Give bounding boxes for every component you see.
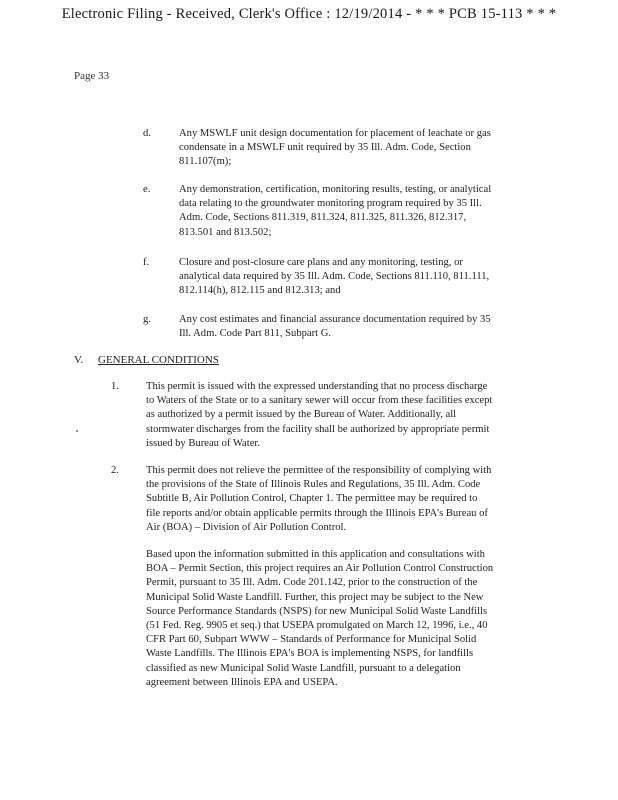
text-line: Ill. Adm. Code Part 811, Subpart G. [179, 328, 332, 340]
text-line: Adm. Code, Sections 811.319, 811.324, 811.325, 811.326, 812.317, [179, 212, 467, 224]
section-title [98, 353, 219, 367]
scan-speck [76, 430, 78, 432]
text-line: Closure and post-closure care plans and any monitoring, testing, or [179, 257, 463, 268]
text-line: agreement between Illinois EPA and USEPA. [146, 676, 338, 688]
item-e-label: e. [143, 184, 151, 195]
text-line: Subtitle B, Air Pollution Control, Chapter 1. The permittee may be required to [146, 493, 478, 505]
item-d-text [179, 127, 559, 170]
text-line: (51 Fed. Reg. 9905 et seq.) that USEPA promulgated on March 12, 1996, i.e., 40 [146, 620, 488, 632]
text-line: Based upon the information submitted in this application and consultations with [146, 549, 485, 560]
text-line: analytical data required by 35 Ill. Adm. Code, Sections 811.110, 811.111, [179, 271, 490, 283]
item-f-label: f. [143, 257, 150, 268]
text-line: Waste Landfills. The Illinois EPA's BOA is implementing NSPS, for landfills [146, 648, 474, 660]
text-line: Any MSWLF unit design documentation for placement of leachate or gas [179, 128, 491, 139]
text-line: Municipal Solid Waste Landfill. Further, this project may be subject to the New [146, 591, 484, 603]
item-e-text [179, 183, 559, 240]
item-g-label: g. [143, 314, 151, 325]
item-g-text [179, 313, 559, 341]
text-line: Any cost estimates and financial assurance documentation required by 35 [179, 314, 491, 325]
text-line: stormwater discharges from the facility shall be authorized by appropriate permit [146, 423, 490, 435]
text-line: the provisions of the State of Illinois Rules and Regulations, 35 Ill. Adm. Code [146, 479, 481, 491]
text-line: file reports and/or obtain applicable permits through the Illinois EPA's Bureau of [146, 507, 488, 519]
item-f-text [179, 256, 559, 299]
text-line: 811.107(m); [179, 156, 232, 168]
text-line: This permit does not relieve the permittee of the responsibility of complying with [146, 465, 492, 476]
filing-header: Electronic Filing - Received, Clerk's Office : 12/19/2014 - * * * PCB 15-113 * * * [61, 6, 557, 22]
text-line: This permit is issued with the expressed understanding that no process discharge [146, 381, 488, 392]
text-line: Air (BOA) – Division of Air Pollution Control. [146, 521, 347, 533]
text-line: data relating to the groundwater monitoring program required by 35 Ill. [179, 198, 482, 210]
text-line: 813.501 and 813.502; [179, 226, 272, 238]
text-line: classified as new Municipal Solid Waste Landfill, pursuant to a delegation [146, 662, 461, 674]
text-line: to Waters of the State or to a sanitary sewer will occur from these facilities except [146, 395, 493, 407]
condition-2-label: 2. [111, 465, 119, 476]
condition-2-text [146, 464, 566, 535]
text-line: issued by Bureau of Water. [146, 437, 260, 449]
text-line: BOA – Permit Section, this project requires an Air Pollution Control Construction [146, 563, 494, 575]
text-line: CFR Part 60, Subpart WWW – Standards of Performance for Municipal Solid [146, 634, 477, 646]
section-number: V. [74, 354, 84, 366]
text-line: Any demonstration, certification, monitoring results, testing, or analytical [179, 184, 492, 195]
text-line: Permit, pursuant to 35 Ill. Adm. Code 201.142, prior to the construction of the [146, 577, 478, 589]
condition-1-text [146, 380, 566, 451]
condition-2-paragraph-2 [146, 548, 566, 690]
item-d-label: d. [143, 128, 151, 139]
page-number: Page 33 [74, 70, 110, 82]
text-line: condensate in a MSWLF unit required by 35 Ill. Adm. Code, Section [179, 142, 471, 154]
text-line: as authorized by a permit issued by the Bureau of Water. Additionally, all [146, 409, 457, 421]
condition-1-label: 1. [111, 381, 119, 392]
text-line: Source Performance Standards (NSPS) for new Municipal Solid Waste Landfills [146, 605, 488, 617]
section-title-text: GENERAL CONDITIONS [98, 354, 219, 366]
text-line: 812.114(h), 812.115 and 812.313; and [179, 285, 341, 297]
